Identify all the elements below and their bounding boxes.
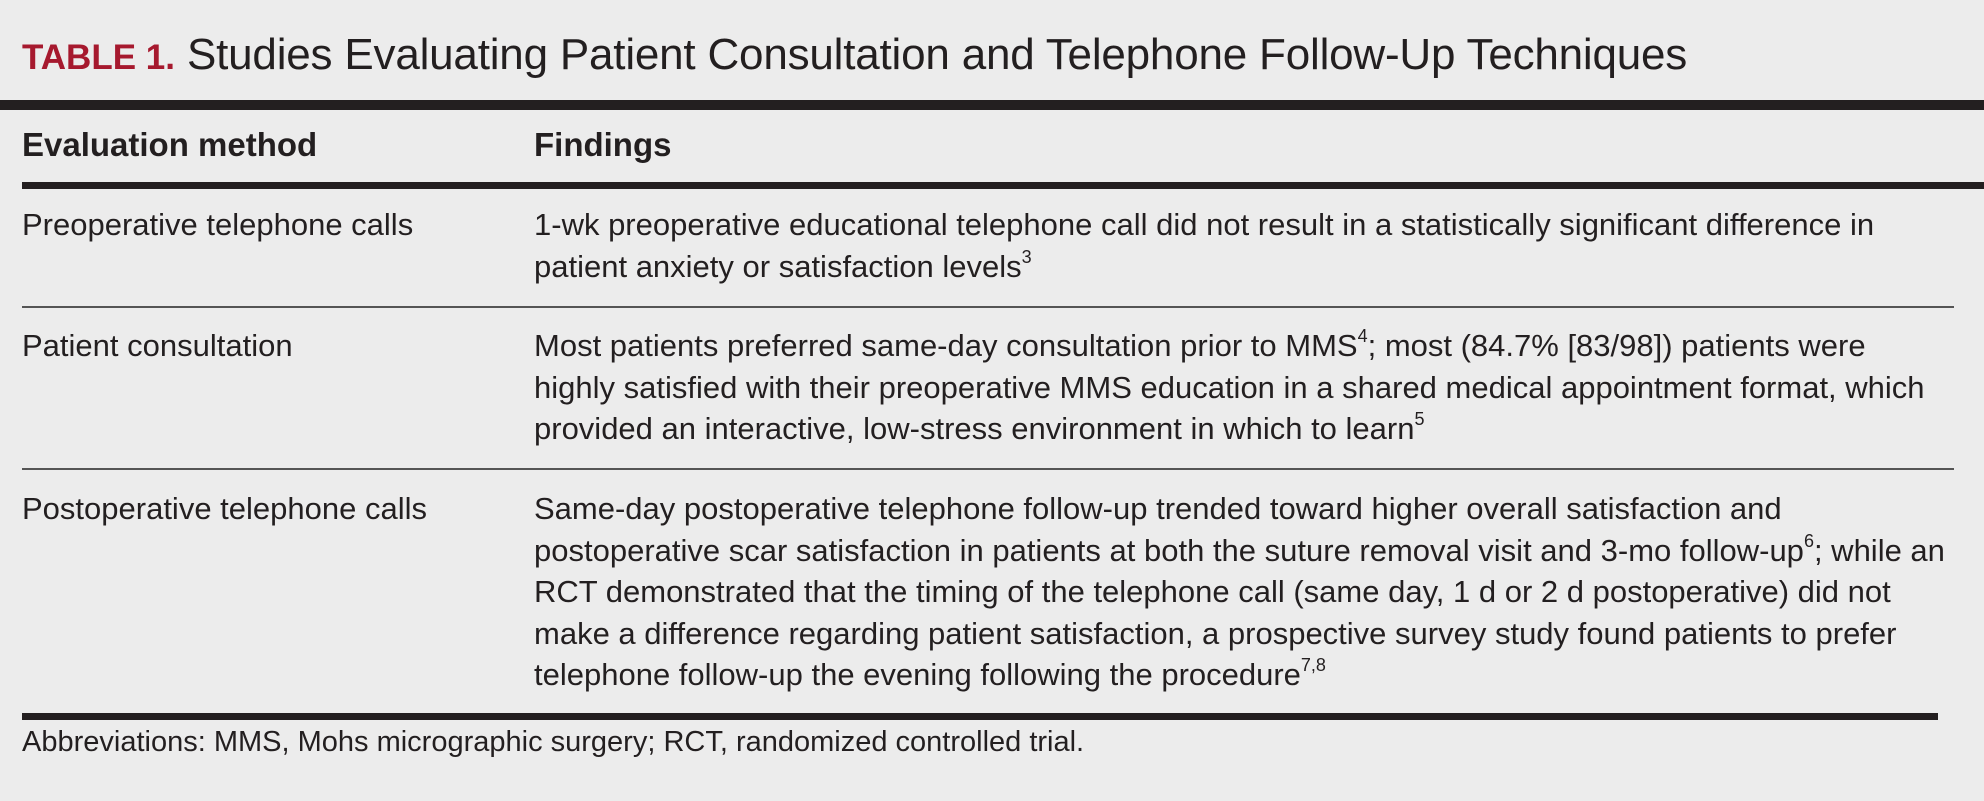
row-divider-1 <box>22 306 1954 308</box>
row-1-method: Preoperative telephone calls <box>22 207 414 242</box>
header-rule <box>22 182 1984 189</box>
row-2-method: Patient consultation <box>22 328 293 363</box>
column-header-evaluation-method: Evaluation method <box>22 126 318 163</box>
findings-text: Most patients preferred same-day consultation prior to MMS <box>534 328 1358 363</box>
findings-text: Same-day postoperative telephone follow-up trended toward higher overall satisfaction and postoperative scar satisfaction in patients at both the suture removal visit and 3-mo follow-up <box>534 491 1804 568</box>
row-2-findings <box>534 325 1954 450</box>
findings-text: 1-wk preoperative educational telephone call did not result in a statistically significant difference in patient anxiety or satisfaction levels <box>534 207 1875 284</box>
row-1-findings <box>534 204 1954 287</box>
reference-superscript: 5 <box>1414 409 1425 429</box>
row-3-method: Postoperative telephone calls <box>22 491 427 526</box>
reference-superscript: 6 <box>1803 530 1814 551</box>
row-3-findings <box>534 488 1954 696</box>
bottom-rule <box>22 713 1938 720</box>
top-rule <box>0 100 1984 110</box>
reference-superscript: 7,8 <box>1300 655 1326 675</box>
table-title-text: Studies Evaluating Patient Consultation and Telephone Follow-Up Techniques <box>186 30 1688 79</box>
findings-text: ; most (84.7% [83/98]) patients were highly satisfied with their preoperative MMS education in a shared medical appointment format, which provided an interactive, low-stress environment in which to learn <box>534 328 1925 446</box>
reference-superscript: 4 <box>1357 326 1368 346</box>
row-divider-2 <box>22 468 1954 470</box>
column-header-findings: Findings <box>534 126 672 163</box>
table-label: TABLE 1. <box>22 38 175 77</box>
findings-text: ; while an RCT demonstrated that the timing of the telephone call (same day, 1 d or 2 d postoperative) did not make a difference regarding patient satisfaction, a prospective survey study found patients to prefer telephone follow-up the evening following the procedure <box>534 532 1945 692</box>
table-footnote: Abbreviations: MMS, Mohs micrographic surgery; RCT, randomized controlled trial. <box>22 726 1085 758</box>
reference-superscript: 3 <box>1021 246 1032 267</box>
table-title <box>22 30 1687 80</box>
